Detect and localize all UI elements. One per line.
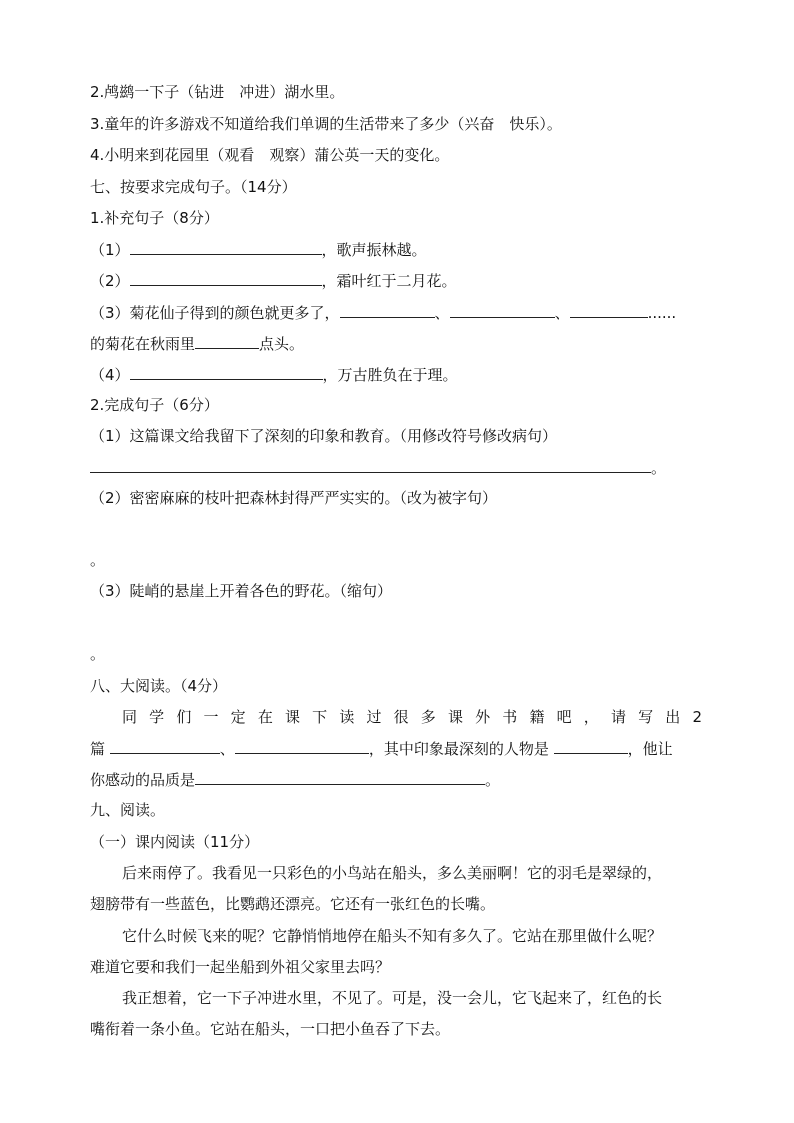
book-blank-2[interactable] (235, 738, 369, 754)
complete-sentence-3: （3）陡峭的悬崖上开着各色的野花。（缩句） (90, 582, 393, 600)
answer-blank[interactable] (340, 302, 435, 318)
item-number: （2） (90, 272, 130, 290)
sentence-text: ，霜叶红于二月花。 (321, 272, 457, 290)
separator: 、 (554, 304, 570, 322)
sentence-text: ，他让 (627, 740, 673, 758)
section-8-title: 八、大阅读。（4分） (90, 677, 228, 695)
part-1-title: 1.补充句子（8分） (90, 209, 219, 227)
item-number: （1） (90, 241, 130, 259)
sentence-text: 篇 (90, 740, 106, 758)
reading-prompt-line-3 (90, 769, 500, 790)
answer-blank[interactable] (450, 302, 555, 318)
passage-para-3-line-1: 我正想着，它一下子冲进水里，不见了。可是，没一会儿，它飞起来了，红色的长 (122, 989, 663, 1007)
sentence-text: ，万古胜负在于理。 (322, 366, 458, 384)
passage-para-2-line-2: 难道它要和我们一起坐船到外祖父家里去吗？ (90, 958, 391, 976)
answer-end-3: 。 (90, 645, 106, 663)
answer-end-2: 。 (90, 551, 106, 569)
period: 。 (651, 459, 667, 477)
complete-sentence-1: （1）这篇课文给我留下了深刻的印象和教育。（用修改符号修改病句） (90, 427, 558, 445)
answer-blank[interactable] (90, 457, 651, 473)
passage-para-1-line-1: 后来雨停了。我看见一只彩色的小鸟站在船头，多么美丽啊！它的羽毛是翠绿的， (122, 864, 663, 882)
book-blank-1[interactable] (110, 738, 220, 754)
period: 。 (485, 771, 501, 789)
passage-para-2-line-1: 它什么时候飞来的呢？它静悄悄地停在船头不知有多久了。它站在那里做什么呢？ (122, 927, 663, 945)
item-number: （4） (90, 366, 130, 384)
section-7-title: 七、按要求完成句子。（14分） (90, 178, 297, 196)
answer-blank[interactable] (130, 364, 323, 380)
fill-sentence-3 (90, 302, 676, 323)
answer-line-1 (90, 457, 666, 478)
section-9-title: 九、阅读。 (90, 801, 166, 819)
character-blank[interactable] (554, 738, 628, 754)
answer-blank[interactable] (130, 239, 322, 255)
sentence-text: ，歌声振林越。 (321, 241, 427, 259)
reading-prompt-line-1: 同学们一定在课下读过很多课外书籍吧，请写出2 (122, 708, 702, 726)
q6-item-2: 2.鸬鹚一下子（钻进 冲进）湖水里。 (90, 83, 345, 101)
answer-blank[interactable] (570, 302, 648, 318)
fill-sentence-3-cont (90, 333, 304, 354)
reading-prompt-line-2 (90, 738, 673, 759)
fill-sentence-4 (90, 364, 458, 385)
answer-blank[interactable] (195, 333, 259, 349)
fill-sentence-1 (90, 239, 427, 260)
quality-blank[interactable] (195, 769, 485, 785)
subsection-title: （一）课内阅读（11分） (90, 833, 260, 851)
complete-sentence-2: （2）密密麻麻的枝叶把森林封得严严实实的。（改为被字句） (90, 489, 498, 507)
sentence-text: 点头。 (259, 335, 305, 353)
sentence-text: 你感动的品质是 (90, 771, 196, 789)
ellipsis: ...... (647, 304, 677, 322)
separator: 、 (219, 740, 235, 758)
separator: 、 (434, 304, 450, 322)
q6-item-4: 4.小明来到花园里（观看 观察）蒲公英一天的变化。 (90, 146, 450, 164)
q6-item-3: 3.童年的许多游戏不知道给我们单调的生活带来了多少（兴奋 快乐）。 (90, 115, 562, 133)
sentence-text: 的菊花在秋雨里 (90, 335, 196, 353)
passage-para-1-line-2: 翅膀带有一些蓝色，比鹦鹉还漂亮。它还有一张红色的长嘴。 (90, 895, 496, 913)
sentence-text: ，其中印象最深刻的人物是 (368, 740, 549, 758)
fill-sentence-2 (90, 270, 457, 291)
sentence-text: （3）菊花仙子得到的颜色就更多了， (90, 304, 340, 322)
passage-para-3-line-2: 嘴衔着一条小鱼。它站在船头，一口把小鱼吞了下去。 (90, 1020, 451, 1038)
part-2-title: 2.完成句子（6分） (90, 396, 219, 414)
answer-blank[interactable] (130, 270, 322, 286)
